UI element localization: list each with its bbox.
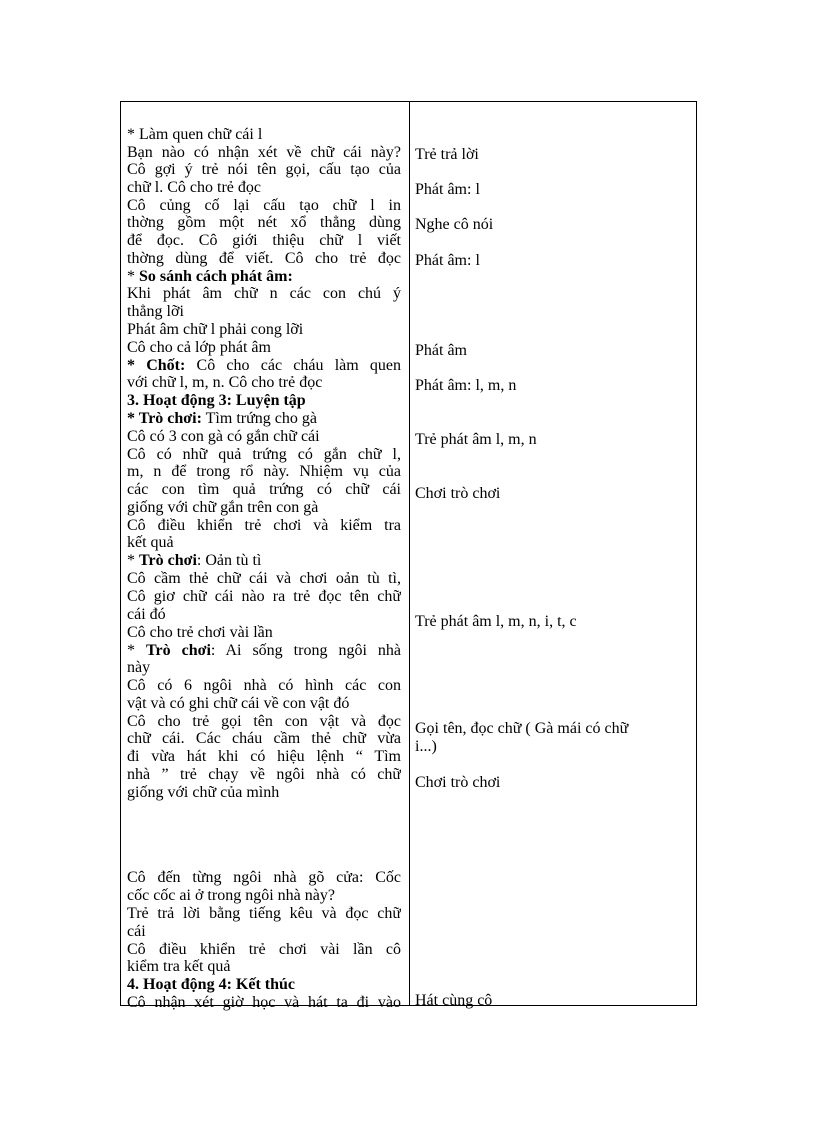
text-segment: kết quả <box>127 534 174 551</box>
text-segment: Trò chơi <box>146 642 211 659</box>
teacher-text-line <box>127 534 401 552</box>
child-text-line: Nghe cô nói <box>415 216 494 233</box>
teacher-text-line <box>127 766 401 784</box>
text-segment: * Làm quen chữ cái l <box>127 126 263 143</box>
text-segment: đi vừa hát khi có hiệu lệnh “ Tìm <box>127 748 401 765</box>
text-segment: Cô có 3 con gà có gắn chữ cái <box>127 428 320 445</box>
text-segment: cốc cốc ai ở trong ngôi nhà này? <box>127 887 335 904</box>
text-segment: Cô điều khiển trẻ chơi vài lần cô <box>127 941 401 958</box>
text-segment: Cô cho trẻ gọi tên con vật và đọc <box>127 713 401 730</box>
teacher-text-line <box>127 214 401 232</box>
teacher-text-line <box>127 905 401 923</box>
text-segment: : Oản tù tì <box>196 552 262 569</box>
text-segment: Khi phát âm chữ n các con chú ý <box>127 285 401 302</box>
teacher-text-line <box>127 887 401 905</box>
child-text-line: Trẻ phát âm l, m, n, i, t, c <box>415 613 577 630</box>
teacher-text-line <box>127 126 401 144</box>
teacher-text-line <box>127 428 401 446</box>
child-text-line: Phát âm <box>415 342 467 359</box>
child-text-line: Phát âm: l <box>415 252 480 269</box>
text-segment: Cô củng cố lại cấu tạo chữ l in <box>127 197 401 214</box>
text-segment: cái <box>127 923 146 940</box>
teacher-text-line <box>127 374 401 392</box>
text-segment: Bạn nào có nhận xét về chữ cái này? <box>127 144 401 161</box>
text-segment: với chữ l, m, n. Cô cho trẻ đọc <box>127 374 323 391</box>
text-segment: thờng gồm một nét xổ thẳng dùng <box>127 214 401 231</box>
child-text-line: Hát cùng cô <box>415 992 493 1009</box>
teacher-text-line <box>127 161 401 179</box>
text-segment: Cô điều khiển trẻ chơi và kiểm tra <box>127 517 401 534</box>
text-segment: Cô gợi ý trẻ nói tên gọi, cấu tạo của <box>127 161 401 178</box>
text-segment: * <box>127 268 139 285</box>
teacher-text-line <box>127 303 401 321</box>
text-segment: Cô có 6 ngôi nhà có hình các con <box>127 677 401 694</box>
teacher-text-line <box>127 285 401 303</box>
text-segment: 4. Hoạt động 4: Kết thúc <box>127 976 295 993</box>
teacher-text-line <box>127 481 401 499</box>
teacher-text-line <box>127 232 401 250</box>
text-segment: * <box>127 642 146 659</box>
teacher-text-line <box>127 463 401 481</box>
text-segment: Cô cho cả lớp phát âm <box>127 339 271 356</box>
teacher-text-line <box>127 570 401 588</box>
text-segment: * <box>127 552 139 569</box>
text-segment: kiểm tra kết quả <box>127 958 231 975</box>
teacher-text-line <box>127 517 401 535</box>
teacher-text-line <box>127 748 401 766</box>
teacher-text-line <box>127 588 401 606</box>
text-segment: : Ai sống trong ngôi nhà <box>210 642 401 659</box>
text-segment: thẳng lỡi <box>127 303 184 320</box>
teacher-text-line <box>127 976 401 994</box>
text-segment: Phát âm chữ l phải cong lỡi <box>127 321 304 338</box>
text-segment: Cô có nhữ quả trứng có gắn chữ l, <box>127 446 401 463</box>
teacher-text-line <box>127 250 401 268</box>
child-text-line: Phát âm: l, m, n <box>415 377 517 394</box>
teacher-text-line <box>127 392 401 410</box>
text-segment: nhà ” trẻ chạy về ngôi nhà có chữ <box>127 766 401 783</box>
teacher-text-line <box>127 446 401 464</box>
text-segment: * <box>127 357 147 374</box>
text-segment: Tìm trứng cho gà <box>201 410 317 427</box>
teacher-text-line <box>127 994 401 1012</box>
text-segment: Cô đến từng ngôi nhà gõ cửa: Cốc <box>127 869 401 886</box>
text-segment: m, n để trong rổ này. Nhiệm vụ của <box>127 463 401 480</box>
teacher-text-line <box>127 552 401 570</box>
teacher-text-line <box>127 642 401 660</box>
teacher-text-line <box>127 695 401 713</box>
text-segment: chữ cái. Các cháu cầm thẻ chữ vừa <box>127 730 401 747</box>
text-segment: vật và có ghi chữ cái về con vật đó <box>127 695 350 712</box>
text-segment: Cô cho các cháu làm quen <box>185 357 401 374</box>
lesson-table <box>120 101 697 1011</box>
teacher-text-line <box>127 958 401 976</box>
text-segment: Chốt: <box>146 357 186 374</box>
text-segment: để đọc. Cô giới thiệu chữ l viết <box>127 232 401 249</box>
teacher-text-line <box>127 941 401 959</box>
child-text-line: i...) <box>415 738 437 755</box>
teacher-text-line <box>127 624 401 642</box>
teacher-text-line <box>127 606 401 624</box>
column-divider <box>409 102 410 1005</box>
text-segment: cái đó <box>127 606 166 623</box>
text-segment: chữ l. Cô cho trẻ đọc <box>127 179 261 196</box>
teacher-text-line <box>127 923 401 941</box>
teacher-text-line <box>127 713 401 731</box>
teacher-text-line <box>127 321 401 339</box>
text-segment: * Trò chơi: <box>127 410 202 427</box>
text-segment: giống với chữ của mình <box>127 784 280 801</box>
teacher-text-line <box>127 410 401 428</box>
child-text-line: Phát âm: l <box>415 181 480 198</box>
text-segment: So sánh cách phát âm: <box>139 268 293 285</box>
child-text-line: Chơi trò chơi <box>415 485 501 502</box>
teacher-text-line <box>127 784 401 802</box>
text-segment: Cô nhận xét giờ học và hát ta đi vào <box>127 994 401 1011</box>
text-segment: này <box>127 659 151 676</box>
teacher-text-line <box>127 179 401 197</box>
child-text-line: Chơi trò chơi <box>415 774 501 791</box>
child-text-line: Trẻ phát âm l, m, n <box>415 431 537 448</box>
text-segment: Cô cầm thẻ chữ cái và chơi oản tù tì, <box>127 570 401 587</box>
text-segment: Trò chơi <box>139 552 197 569</box>
teacher-text-line <box>127 357 401 375</box>
text-segment: các con tìm quả trứng có chữ cái <box>127 481 401 498</box>
teacher-text-line <box>127 499 401 517</box>
teacher-text-line <box>127 144 401 162</box>
text-segment: 3. Hoạt động 3: Luyện tập <box>127 392 306 409</box>
teacher-text-line <box>127 659 401 677</box>
teacher-text-line <box>127 677 401 695</box>
teacher-text-line <box>127 339 401 357</box>
teacher-text-line <box>127 869 401 887</box>
teacher-text-line <box>127 197 401 215</box>
child-text-line: Trẻ trả lời <box>415 146 479 163</box>
text-segment: giống với chữ gắn trên con gà <box>127 499 319 516</box>
text-segment: Trẻ trả lời bằng tiếng kêu và đọc chữ <box>127 905 401 922</box>
text-segment: Cô cho trẻ chơi vài lần <box>127 624 273 641</box>
teacher-text-line <box>127 268 401 286</box>
text-segment: Cô giơ chữ cái nào ra trẻ đọc tên chữ <box>127 588 401 605</box>
text-segment: thờng dùng để viết. Cô cho trẻ đọc <box>127 250 401 267</box>
child-text-line: Gọi tên, đọc chữ ( Gà mái có chữ <box>415 720 629 737</box>
teacher-text-line <box>127 730 401 748</box>
